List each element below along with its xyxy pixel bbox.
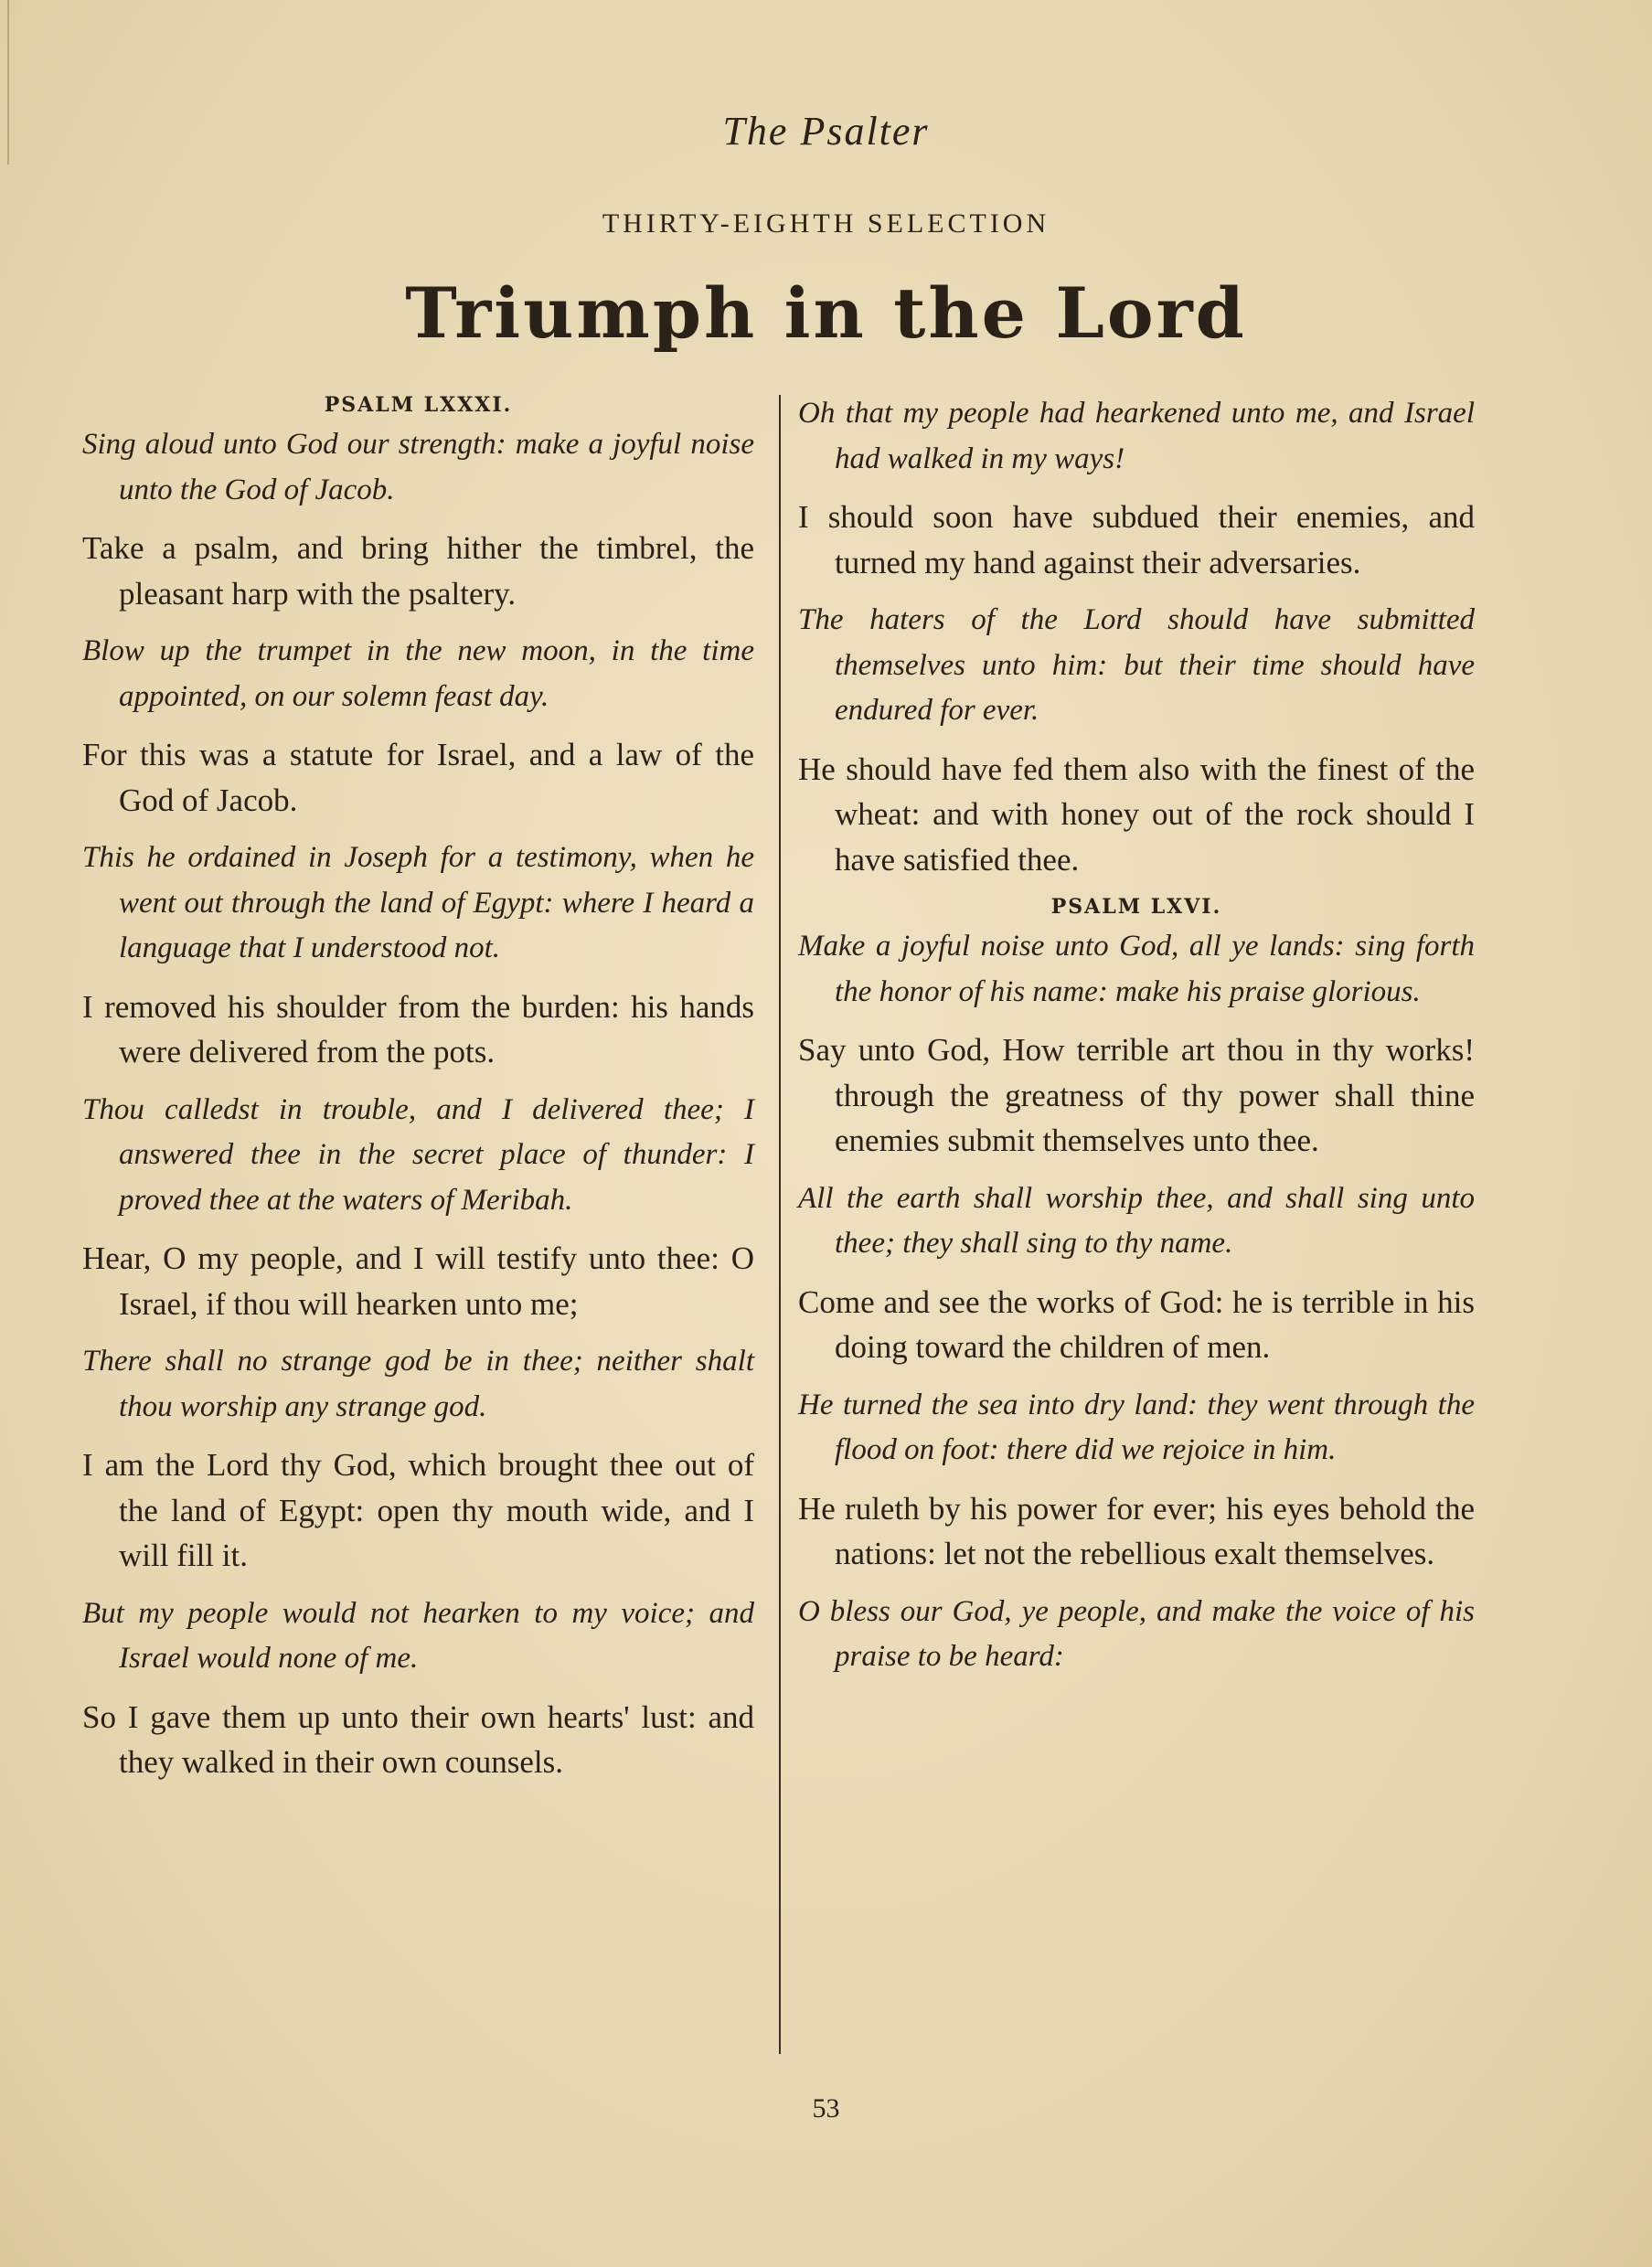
verse: He turned the sea into dry land: they went through the flood on foot: there did we rejoice in him. [798,1388,1475,1466]
verse: Come and see the works of God: he is terrible in his doing toward the children of men. [798,1283,1475,1365]
page-number: 53 [812,2093,840,2123]
verse: Oh that my people had hearkened unto me, and Israel had walked in my ways! [798,397,1475,475]
verse: For this was a statute for Israel, and a law of the God of Jacob. [82,737,754,818]
right-column [798,391,1475,1693]
selection-label: THIRTY-EIGHTH SELECTION [602,208,1050,239]
verse: Take a psalm, and bring hither the timbrel, the pleasant harp with the psaltery. [82,530,754,612]
running-head: The Psalter [722,109,930,154]
verse: I removed his shoulder from the burden: his hands were delivered from the pots. [82,988,754,1070]
verse: But my people would not hearken to my voice; and Israel would none of me. [82,1596,754,1675]
verse: All the earth shall worship thee, and shall sing unto thee; they shall sing to thy name. [798,1181,1475,1260]
verse: Hear, O my people, and I will testify unto thee: O Israel, if thou will hearken unto me; [82,1240,754,1322]
verse: There shall no strange god be in thee; neither shalt thou worship any strange god. [82,1345,754,1423]
verse: Sing aloud unto God our strength: make a joyful noise unto the God of Jacob. [82,428,754,506]
verse: Blow up the trumpet in the new moon, in the time appointed, on our solemn feast day. [82,634,754,713]
verse: He ruleth by his power for ever; his eyes behold the nations: let not the rebellious exalt themselves. [798,1490,1475,1571]
verse: So I gave them up unto their own hearts' lust: and they walked in their own counsels. [82,1698,754,1780]
verse: Make a joyful noise unto God, all ye lands: sing forth the honor of his name: make his praise glorious. [798,930,1475,1008]
verse: This he ordained in Joseph for a testimony, when he went out through the land of Egypt: where I heard a language that I understood not. [82,841,754,964]
verse: I am the Lord thy God, which brought thee out of the land of Egypt: open thy mouth wide, and I will fill it. [82,1447,754,1573]
verse: He should have fed them also with the finest of the wheat: and with honey out of the rock should I have satisfied thee. [798,750,1475,878]
verse: Thou calledst in trouble, and I delivered thee; I answered thee in the secret place of thunder: I proved thee at the waters of Meribah. [82,1092,754,1217]
page-title: Triumph in the Lord [405,272,1247,354]
verse: The haters of the Lord should have submitted themselves unto him: but their time should have endured for ever. [798,603,1475,727]
left-column [82,391,754,1798]
verse: O bless our God, ye people, and make the voice of his praise to be heard: [798,1594,1475,1673]
psalm-heading: PSALM LXXXI. [324,393,513,417]
psalm-heading: PSALM LXVI. [1050,895,1222,919]
verse: Say unto God, How terrible art thou in thy works! through the greatness of thy power shall thine enemies submit themselves unto thee. [798,1032,1475,1158]
verse: I should soon have subdued their enemies, and turned my hand against their adversaries. [798,499,1475,580]
column-divider [779,395,781,2054]
